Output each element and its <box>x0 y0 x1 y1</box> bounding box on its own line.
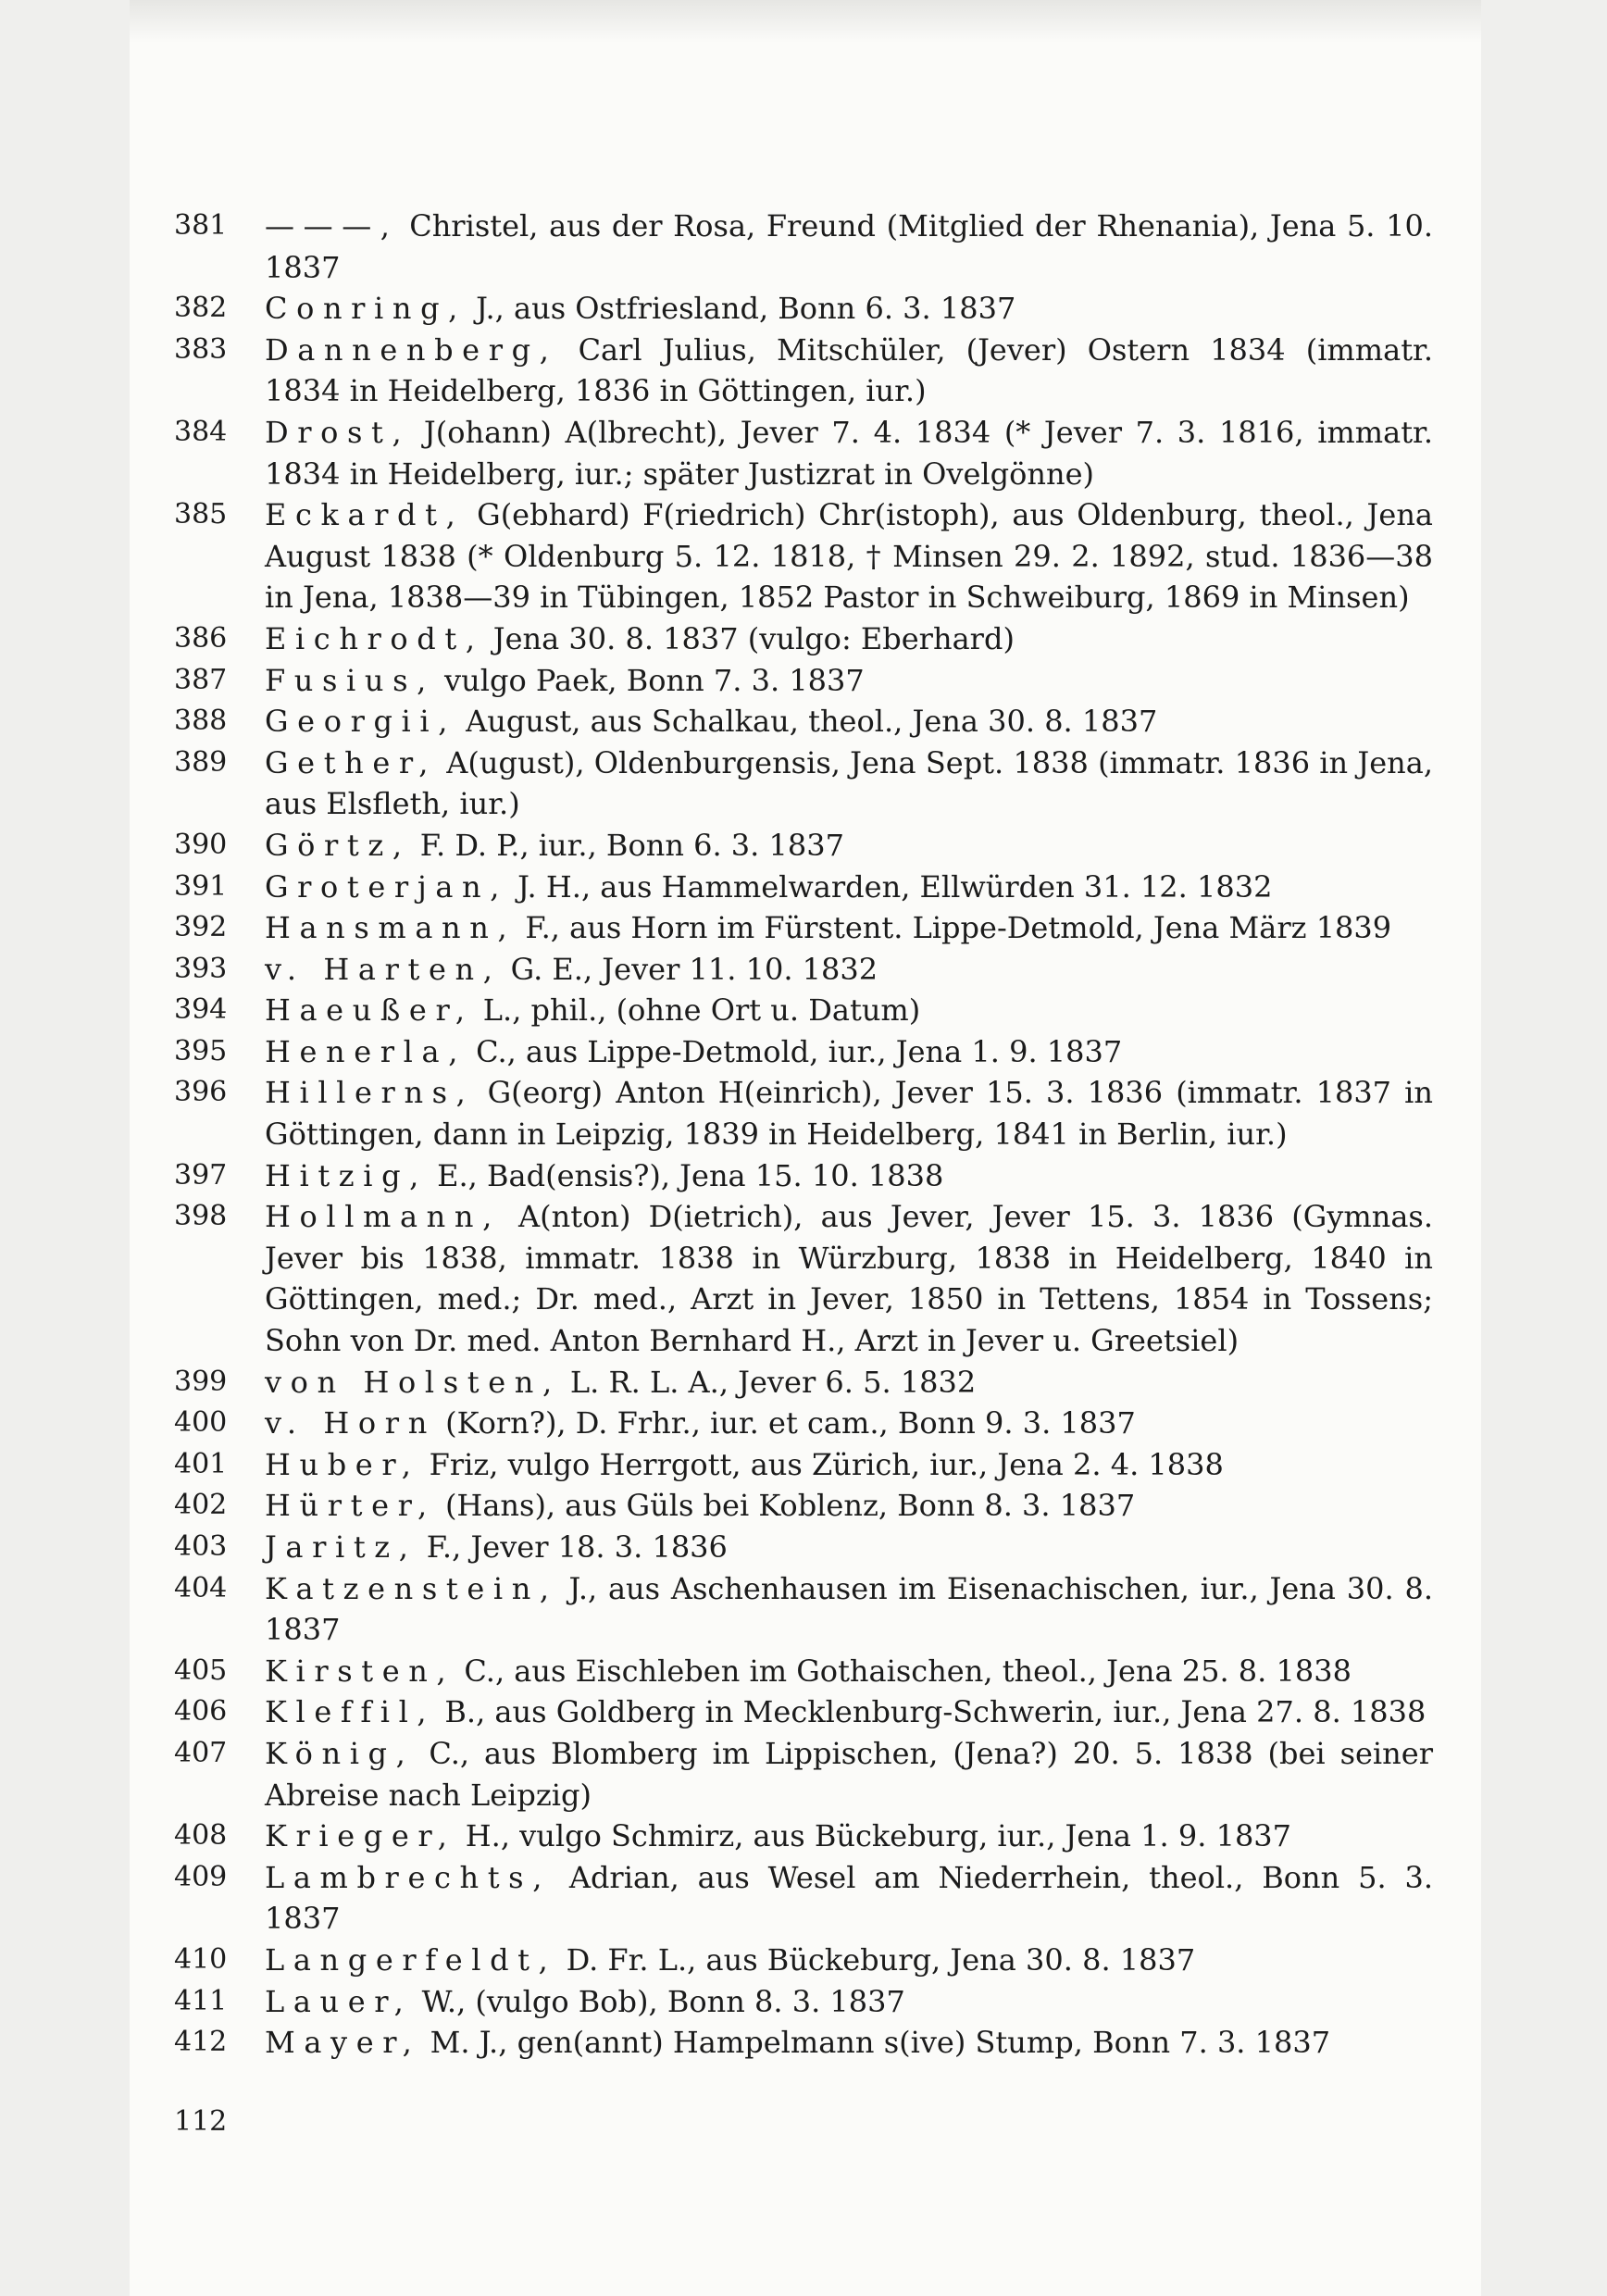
entry-number: 394 <box>174 993 228 1027</box>
entry-name: von Holsten, <box>265 1364 561 1400</box>
register-entry <box>174 206 1433 288</box>
register-entry <box>174 1072 1433 1154</box>
entry-name: Eckardt, <box>265 497 465 533</box>
entry-name: ———, <box>265 208 399 243</box>
register-entry <box>174 907 1433 949</box>
register-entry <box>174 1403 1433 1444</box>
entry-number: 406 <box>174 1695 228 1728</box>
register-entry <box>174 330 1433 412</box>
entry-number: 407 <box>174 1736 228 1769</box>
register-entry <box>174 990 1433 1031</box>
register-entry <box>174 494 1433 618</box>
entry-number: 393 <box>174 952 228 985</box>
entry-number: 382 <box>174 292 228 325</box>
entry-name: Hollmann, <box>265 1199 501 1235</box>
entry-text: A(ugust), Oldenburgensis, Jena Sept. 1838 (immatr. 1836 in Jena, aus Elsfleth, iur.) <box>265 744 1433 822</box>
register-entry <box>174 1196 1433 1361</box>
entry-text: M. J., gen(annt) Hampelmann s(ive) Stump, Bonn 7. 3. 1837 <box>420 2025 1331 2061</box>
entry-text: (Korn?), D. Frhr., iur. et cam., Bonn 9. 3. 1837 <box>435 1405 1136 1441</box>
register-entry <box>174 825 1433 867</box>
entry-text: C., aus Lippe-Detmold, iur., Jena 1. 9. 1837 <box>466 1033 1123 1069</box>
register-entry <box>174 2022 1433 2064</box>
entry-text: Jena 30. 8. 1837 (vulgo: Eberhard) <box>483 620 1015 656</box>
entry-text: G(eorg) Anton H(einrich), Jever 15. 3. 1836 (immatr. 1837 in Göttingen, dann in Leipzig, 1839 in Heidelberg, 1841 in Berlin, iur.) <box>265 1075 1433 1153</box>
entry-number: 408 <box>174 1819 228 1853</box>
register-entry <box>174 742 1433 825</box>
scan-shadow <box>130 0 1481 43</box>
entry-number: 400 <box>174 1406 228 1440</box>
entry-number: 396 <box>174 1076 228 1109</box>
entry-number: 392 <box>174 911 228 944</box>
register-entry <box>174 1568 1433 1651</box>
entry-name: Jaritz, <box>265 1529 417 1565</box>
entry-name: v. Harten, <box>265 951 502 987</box>
entry-number: 383 <box>174 332 228 366</box>
entry-name: Lambrechts, <box>265 1859 551 1895</box>
register-entry <box>174 288 1433 330</box>
entry-number: 403 <box>174 1530 228 1563</box>
entry-text: C., aus Eischleben im Gothaischen, theol., Jena 25. 8. 1838 <box>455 1653 1352 1689</box>
entry-text: Friz, vulgo Herrgott, aus Zürich, iur., Jena 2. 4. 1838 <box>419 1446 1224 1482</box>
register-entry <box>174 412 1433 494</box>
register-entry <box>174 1733 1433 1816</box>
entry-name: Katzenstein, <box>265 1570 558 1606</box>
entry-name: Fusius, <box>265 662 435 698</box>
entry-text: G. E., Jever 11. 10. 1832 <box>501 951 878 987</box>
register-entry <box>174 1031 1433 1073</box>
entry-text: L. R. L. A., Jever 6. 5. 1832 <box>560 1364 977 1400</box>
entry-name: Georgii, <box>265 704 456 740</box>
entry-number: 409 <box>174 1860 228 1893</box>
entry-name: Hillerns, <box>265 1075 475 1111</box>
entry-name: Conring, <box>265 291 467 327</box>
entry-name: Huber, <box>265 1446 420 1482</box>
entry-name: Eichrodt, <box>265 620 484 656</box>
page-number: 112 <box>174 2105 228 2138</box>
entry-name: Groterjan, <box>265 868 508 905</box>
entry-number: 386 <box>174 621 228 655</box>
entry-number: 390 <box>174 828 228 861</box>
entry-text: Carl Julius, Mitschüler, (Jever) Ostern 1834 (immatr. 1834 in Heidelberg, 1836 in Göttingen, iur.) <box>265 331 1433 409</box>
entry-name: Haeußer, <box>265 992 474 1029</box>
entry-name: v. Horn <box>265 1405 436 1441</box>
entry-number: 395 <box>174 1034 228 1067</box>
entry-number: 381 <box>174 209 228 242</box>
entry-text: L., phil., (ohne Ort u. Datum) <box>473 992 921 1029</box>
entry-number: 411 <box>174 1984 228 2017</box>
entry-number: 404 <box>174 1571 228 1604</box>
entry-text: B., aus Goldberg in Mecklenburg-Schwerin, iur., Jena 27. 8. 1838 <box>435 1694 1426 1730</box>
entry-number: 410 <box>174 1942 228 1976</box>
entry-name: Langerfeldt, <box>265 1941 557 1978</box>
register-entry <box>174 1155 1433 1197</box>
entry-text: F., aus Horn im Fürstent. Lippe-Detmold, Jena März 1839 <box>516 910 1392 946</box>
entry-name: Drost, <box>265 414 411 450</box>
register-entry <box>174 1485 1433 1527</box>
register-entry <box>174 1857 1433 1940</box>
register-entry <box>174 949 1433 991</box>
register-entries <box>174 206 1433 2064</box>
entry-name: Hürter, <box>265 1488 436 1524</box>
entry-text: J(ohann) A(lbrecht), Jever 7. 4. 1834 (* Jever 7. 3. 1816, immatr. 1834 in Heidelberg, iur.; später Justizrat in Ovelgönne) <box>265 414 1433 492</box>
entry-text: August, aus Schalkau, theol., Jena 30. 8. 1837 <box>456 704 1158 740</box>
entry-text: G(ebhard) F(riedrich) Chr(istoph), aus Oldenburg, theol., Jena August 1838 (* Oldenburg 5. 12. 1818, † Minsen 29. 2. 1892, stud. 1836—38 in Jena, 1838—39 in Tübingen, 1852 Pastor in Schweiburg, 1869 in Minsen) <box>265 497 1433 616</box>
entry-text: F., Jever 18. 3. 1836 <box>417 1529 728 1565</box>
register-entry <box>174 1362 1433 1404</box>
entry-text: Christel, aus der Rosa, Freund (Mitglied der Rhenania), Jena 5. 10. 1837 <box>265 208 1433 285</box>
entry-number: 397 <box>174 1158 228 1192</box>
entry-number: 384 <box>174 415 228 448</box>
entry-number: 405 <box>174 1653 228 1687</box>
entry-number: 388 <box>174 705 228 738</box>
register-entry <box>174 701 1433 742</box>
register-entry <box>174 618 1433 660</box>
register-entry <box>174 1651 1433 1692</box>
entry-number: 385 <box>174 498 228 531</box>
entry-name: Kirsten, <box>265 1653 455 1689</box>
entry-name: Kleffil, <box>265 1694 436 1730</box>
entry-number: 399 <box>174 1365 228 1398</box>
entry-number: 401 <box>174 1447 228 1480</box>
entry-text: (Hans), aus Güls bei Koblenz, Bonn 8. 3. 1837 <box>435 1488 1136 1524</box>
entry-number: 398 <box>174 1200 228 1233</box>
entry-text: A(nton) D(ietrich), aus Jever, Jever 15. 3. 1836 (Gymnas. Jever bis 1838, immatr. 1838 in Würzburg, 1838 in Heidelberg, 1840 in Göttingen, med.; Dr. med., Arzt in Jever, 1850 in Tettens, 1854 in Tossens; Sohn von Dr. med. Anton Bernhard H., Arzt in Jever u. Greetsiel) <box>265 1199 1433 1359</box>
entry-text: E., Bad(ensis?), Jena 15. 10. 1838 <box>427 1157 944 1193</box>
entry-number: 391 <box>174 869 228 903</box>
entry-text: J., aus Ostfriesland, Bonn 6. 3. 1837 <box>466 291 1016 327</box>
entry-text: J., aus Aschenhausen im Eisenachischen, iur., Jena 30. 8. 1837 <box>265 1570 1433 1648</box>
entry-text: C., aus Blomberg im Lippischen, (Jena?) 20. 5. 1838 (bei seiner Abreise nach Leipzig) <box>265 1735 1433 1813</box>
entry-name: König, <box>265 1735 415 1771</box>
entry-name: Krieger, <box>265 1818 456 1854</box>
entry-name: Lauer, <box>265 1983 413 2019</box>
register-entry <box>174 867 1433 908</box>
entry-number: 387 <box>174 663 228 696</box>
register-entry <box>174 1444 1433 1486</box>
entry-name: Mayer, <box>265 2025 421 2061</box>
register-entry <box>174 1691 1433 1733</box>
entry-text: J. H., aus Hammelwarden, Ellwürden 31. 12. 1832 <box>508 868 1273 905</box>
entry-number: 402 <box>174 1489 228 1522</box>
entry-text: D. Fr. L., aus Bückeburg, Jena 30. 8. 1837 <box>556 1941 1196 1978</box>
register-entry <box>174 1816 1433 1857</box>
register-entry <box>174 1940 1433 1981</box>
entry-text: vulgo Paek, Bonn 7. 3. 1837 <box>434 662 865 698</box>
entry-text: W., (vulgo Bob), Bonn 8. 3. 1837 <box>412 1983 905 2019</box>
entry-text: F. D. P., iur., Bonn 6. 3. 1837 <box>410 827 844 863</box>
entry-name: Hansmann, <box>265 910 517 946</box>
entry-text: Adrian, aus Wesel am Niederrhein, theol., Bonn 5. 3. 1837 <box>265 1859 1433 1937</box>
entry-number: 412 <box>174 2026 228 2059</box>
entry-number: 389 <box>174 745 228 779</box>
entry-text: H., vulgo Schmirz, aus Bückeburg, iur., Jena 1. 9. 1837 <box>455 1818 1292 1854</box>
entry-name: Görtz, <box>265 827 411 863</box>
register-entry <box>174 660 1433 702</box>
entry-name: Dannenberg, <box>265 331 558 368</box>
entry-name: Henerla, <box>265 1033 467 1069</box>
register-entry <box>174 1981 1433 2023</box>
entry-name: Gether, <box>265 744 438 780</box>
register-entry <box>174 1527 1433 1568</box>
entry-name: Hitzig, <box>265 1157 428 1193</box>
